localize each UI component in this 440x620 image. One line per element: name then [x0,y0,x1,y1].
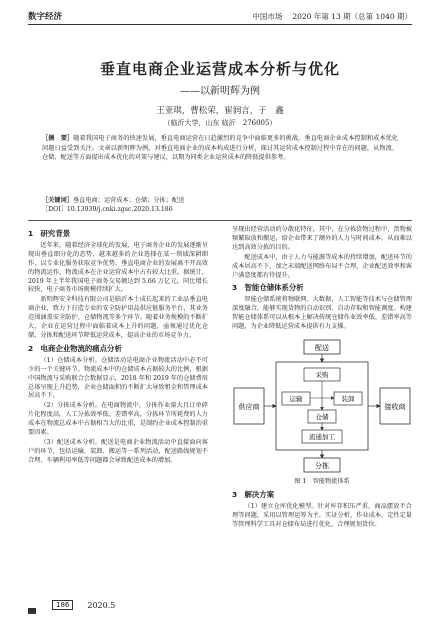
node-center-top: 采购 [315,370,329,379]
keywords-block [42,196,398,215]
journal-section: 数字经济 [28,12,63,22]
left-column [28,226,208,467]
page-number: 186 [52,600,73,610]
node-top: 配送 [315,343,329,352]
doi: ［DOI］10.13939/j.cnki.zgsc.2020.13.186 [42,206,173,214]
paragraph: 配送成本中，由于人力与能源等成本的持续增加，配送环节的成本居高不下，加之末端配送网络布局不合理，企业配送效率和客户满意度都有待提升。 [232,253,412,279]
paragraph: 近年来，随着经济全球化的发展，电子商务企业的发展逐渐呈现出垂直细分化的态势，越来越多的企业选择在某一领域深耕细作，以专业化服务获取竞争优势。垂直电商企业的发展离不开高效的物流运作，物流成本在企业运营成本中占有较大比重。据统计，2019 年上半年我国电子商务交易额达到 5.66 万亿元，同比增长较快，电子商务市场规模持续扩大。 [28,241,208,294]
right-column [232,226,412,531]
journal-brand: 中国市场 [252,11,283,21]
abstract [42,134,398,163]
figure-caption: 图 1 智能物流体系 [294,477,350,485]
node-center-left: 运输 [289,394,303,403]
section-heading-1: 1 研究背景 [28,229,71,238]
paragraph: （3）配送成本分析。配送是电商企业物流活动中直接面向客户的环节，包括运输、装卸、搬运等一系列活动，配送路线规划不合理、车辆利用率低等问题都会导致配送成本的增加。 [28,438,208,464]
header-right [252,11,412,22]
issue-info: 2020 年第 13 期（总第 1040 期） [292,11,412,21]
running-header [28,8,412,25]
node-bottom: 分拣 [315,461,329,470]
divider [28,220,412,221]
abstract-label: ［摘 要］ [42,135,74,142]
figure-diagram [232,336,412,476]
footer-issue: 2020.5 [87,600,116,610]
paragraph: （1）建立仓库优化模型。针对库存积压严重、商品摆放不合理等问题，采用以管理运筹为主，实证分析、作业成本、定性定量等管理科学工具对仓储布局进行优化，合理规划货位。 [232,502,412,528]
node-center-right: 装卸 [341,394,355,403]
paper-title: 垂直电商企业运营成本分析与优化 [99,60,340,78]
keywords-label: ［关键词］ [42,197,73,204]
paragraph: （1）仓储成本分析。仓储活动是电商企业物流活动中必不可少的一个关键环节。物流成本中的仓储成本占据较大的比例，根据中国物流与采购联合会数据显示，2018 年和 2019 年的仓储费用总体呈现上升趋势，企业仓储面积的不断扩大导致租金和管理成本居高不下。 [28,356,208,400]
section-heading-4: 3 解决方案 [232,489,275,499]
paragraph: 新明辉安全科技有限公司是临沂本土成长起来的工业品垂直电商企业，致力于打造专业的安全防护用品供应链服务平台，其业务范围涵盖安全防护、仓储物流等多个环节。随着业务规模的不断扩大，企业在运营过程中面临着成本上升的问题，亟须通过优化仓储、分拣和配送环节降低运营成本，提高企业的市场竞争力。 [28,296,208,339]
author-list: 王亚琪，曹松荣，崔润言，于 鑫 [156,106,284,116]
paragraph: 智能仓储系统将物联网、大数据、人工智能等技术与仓储管理深度融合，能够实现货物的自动识别、自动存取和智能调度。构建智能仓储体系可以从根本上解决传统仓储作业效率低、差错率高等问题，为企业降低运营成本提供有力支撑。 [232,296,412,331]
node-center-mid: 仓储 [315,412,329,421]
paragraph: （2）分拣成本分析。在电商物流中，分拣作业量大且订单碎片化程度高，人工分拣效率低、差错率高，分拣环节所耗费的人力成本在物流总成本中占据相当大的比重，是制约企业成本控制的重要因素。 [28,402,208,437]
node-right: 接收商 [384,402,406,411]
affiliation: （临沂大学，山东 临沂 276005） [163,119,277,127]
node-center-bottom: 流通加工 [309,432,335,441]
abstract-text: 随着我国电子商务的快速发展，垂直电商运营在日趋激烈的竞争中面临更多的挑战，垂直电商企业成本控制和成本优化问题日益受到关注。文章以新明辉为例，对垂直电商企业的成本构成进行分析，探讨其运营成本控制过程中存在的问题，从物流、仓储、配送等方面提出成本优化的对策与建议，以期为同类企业运营成本的降低提供参考。 [42,135,398,162]
paragraph: 呈现出经营活动的分散化特征，其中，在分拣货物过程中，货物被频繁取放和搬运，给企业带来了额外的人力与时间成本，从而难以达到高效分拣的目的。 [232,226,412,251]
figure-logistics-system [232,336,412,476]
node-left: 供应商 [238,402,260,411]
section-heading-3: 3 智能仓储体系分析 [232,283,304,293]
paper-subtitle: ——以新明辉为例 [180,86,260,97]
keywords-text: 垂直电商；运营成本；仓储；分拣；配送 [72,197,185,204]
section-heading-2: 2 电商企业物流的痛点分析 [28,343,122,353]
page-footer [28,600,115,610]
